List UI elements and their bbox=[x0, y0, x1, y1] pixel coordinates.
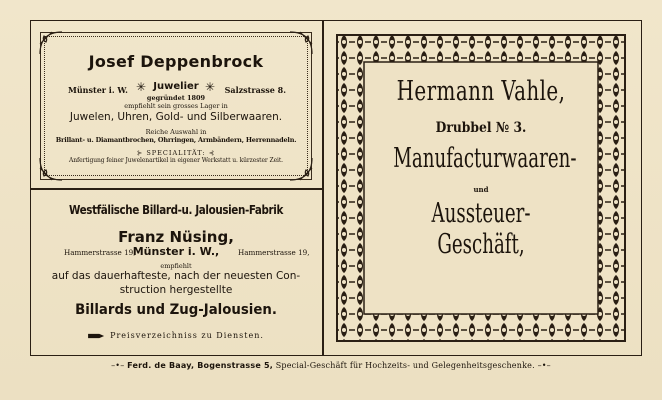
ornament-icon: ⊱ bbox=[136, 149, 147, 157]
jeweler-line-2: Juwelen, Uhren, Gold- und Silberwaaren. bbox=[69, 111, 283, 123]
billard-owner: Franz Nüsing, bbox=[118, 228, 234, 246]
jeweler-ad bbox=[40, 32, 312, 180]
billard-text-1: auf das dauerhafteste, nach der neuesten Con- bbox=[51, 270, 301, 282]
vahle-line-1: Manufacturwaaren- bbox=[393, 143, 577, 174]
vahle-and: und bbox=[473, 185, 489, 194]
billard-text-2: struction hergestellte bbox=[119, 284, 233, 296]
jeweler-street: Salzstrasse 8. bbox=[224, 85, 286, 95]
footer-name: Ferd. de Baay, Bogenstrasse 5, bbox=[127, 361, 273, 370]
star-icon: ✳ bbox=[205, 80, 216, 94]
jeweler-speciality bbox=[40, 149, 312, 157]
bullet-icon: –•– bbox=[111, 361, 125, 370]
pointing-hand-icon bbox=[88, 333, 104, 340]
billard-recommends: empfiehlt bbox=[160, 262, 192, 270]
jeweler-line-4: Brillant- u. Diamantbrochen, Ohrringen, Armbändern, Herrennadeln. bbox=[55, 136, 297, 144]
billard-price-note bbox=[30, 331, 322, 340]
vahle-name: Hermann Vahle, bbox=[396, 76, 566, 107]
jeweler-city: Münster i. W. bbox=[68, 85, 128, 95]
billard-address-right: Hammerstrasse 19, bbox=[238, 248, 310, 257]
vahle-address: Drubbel № 3. bbox=[435, 120, 527, 136]
jeweler-founded: gegründet 1809 bbox=[146, 94, 206, 102]
left-divider bbox=[30, 188, 324, 190]
star-icon: ✳ bbox=[136, 80, 147, 94]
jeweler-profession: Juwelier bbox=[153, 81, 199, 92]
jeweler-name: Josef Deppenbrock bbox=[88, 52, 264, 71]
billard-address-left: Hammerstrasse 19, bbox=[64, 248, 136, 257]
footer bbox=[0, 361, 662, 370]
ornament-icon: ⊰ bbox=[205, 149, 216, 157]
billard-product: Billards und Zug-Jalousien. bbox=[75, 302, 277, 318]
billard-city: Münster i. W., bbox=[132, 245, 220, 258]
jeweler-line-6: Anfertigung feiner Juwelenartikel in eigener Werkstatt u. kürzester Zeit. bbox=[69, 157, 283, 164]
jeweler-line-3: Reiche Auswahl in bbox=[145, 128, 207, 136]
vahle-line-2: Aussteuer-Geschäft, bbox=[431, 198, 531, 260]
bullet-icon: –•– bbox=[537, 361, 551, 370]
footer-text: Special-Geschäft für Hochzeits- und Gelegenheitsgeschenke. bbox=[275, 361, 535, 370]
speciality-label: SPECIALITÄT: bbox=[146, 149, 206, 157]
price-note-text: Preisverzeichniss zu Diensten. bbox=[110, 331, 264, 340]
jeweler-line-1: empfiehlt sein grosses Lager in bbox=[124, 102, 228, 110]
billard-heading: Westfälische Billard-u. Jalousien-Fabrik bbox=[68, 202, 283, 217]
